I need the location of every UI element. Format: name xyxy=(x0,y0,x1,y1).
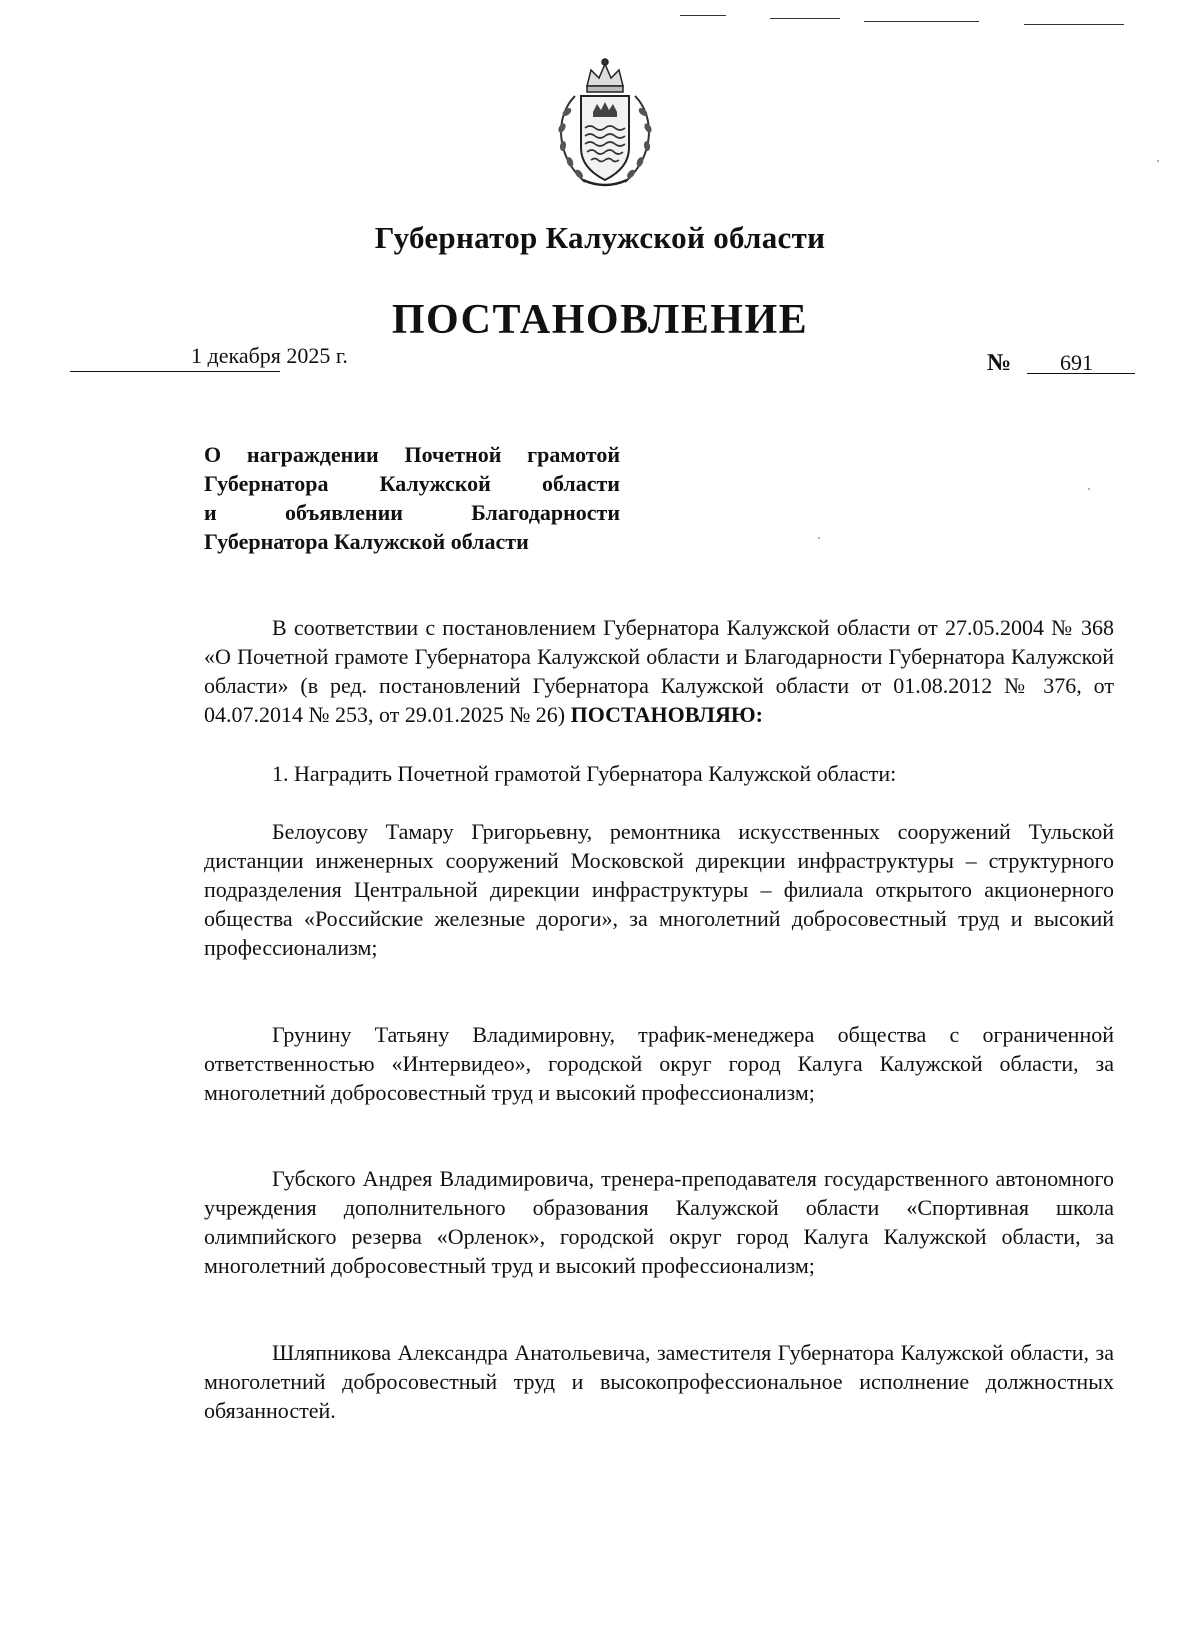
scan-artifact-line xyxy=(1024,24,1124,25)
preamble-text: В соответствии с постановлением Губернатора Калужской области от 27.05.2004 № 368 «О Почетной грамоте Губернатора Калужской области и Благодарности Губернатора Калужской области» (в ред. постановлений Губернатора Калужской области от 01.08.2012 № 376, от 04.07.2014 № 253, от 29.01.2025 № 26) xyxy=(204,615,1114,727)
awardee-paragraph: Грунину Татьяну Владимировну, трафик-менеджера общества с ограниченной ответственностью «Интервидео», городской округ город Калуга Калужской области, за многолетний добросовестный труд и высокий профессионализм; xyxy=(204,1022,1114,1105)
scan-artifact-line xyxy=(680,15,726,16)
number-sign: № xyxy=(987,350,1012,376)
awardee-paragraph: Губского Андрея Владимировича, тренера-преподавателя государственного автономного учреждения дополнительного образования Калужской области «Спортивная школа олимпийского резерва «Орленок», городской округ город Калуга Калужской области, за многолетний добросовестный труд и высокий профессионализм; xyxy=(204,1166,1114,1278)
coat-of-arms-icon xyxy=(545,56,665,192)
issuing-authority: Губернатор Калужской области xyxy=(374,220,826,255)
scan-artifact-line xyxy=(864,21,979,22)
subject-line: Губернатора Калужской области xyxy=(204,529,529,554)
subject-line: и объявлении Благодарности xyxy=(204,500,620,525)
document-number: 691 xyxy=(1060,350,1093,375)
subject-line: Губернатора Калужской области xyxy=(204,471,620,496)
scan-speck xyxy=(1157,160,1159,162)
document-subject xyxy=(204,440,620,556)
document-type-title: ПОСТАНОВЛЕНИЕ xyxy=(391,297,809,343)
awardee-paragraph: Шляпникова Александра Анатольевича, заместителя Губернатора Калужской области, за многолетний добросовестный труд и высокопрофессиональное исполнение должностных обязанностей. xyxy=(204,1340,1114,1423)
resolution-item-1: 1. Наградить Почетной грамотой Губернатора Калужской области: xyxy=(272,761,897,786)
scan-speck xyxy=(1088,488,1090,490)
scan-speck xyxy=(818,537,820,539)
scan-artifact-line xyxy=(770,18,840,19)
document-date: 1 декабря 2025 г. xyxy=(191,343,348,368)
preamble-paragraph xyxy=(204,613,1114,729)
awardee-paragraph: Белоусову Тамару Григорьевну, ремонтника искусственных сооружений Тульской дистанции инженерных сооружений Московской дирекции инфраструктуры – структурного подразделения Центральной дирекции инфраструктуры – филиала открытого акционерного общества «Российские железные дороги», за многолетний добросовестный труд и высокий профессионализм; xyxy=(204,819,1114,960)
decree-word: ПОСТАНОВЛЯЮ: xyxy=(570,702,763,727)
subject-line: О награждении Почетной грамотой xyxy=(204,442,620,467)
date-underline xyxy=(70,371,280,372)
